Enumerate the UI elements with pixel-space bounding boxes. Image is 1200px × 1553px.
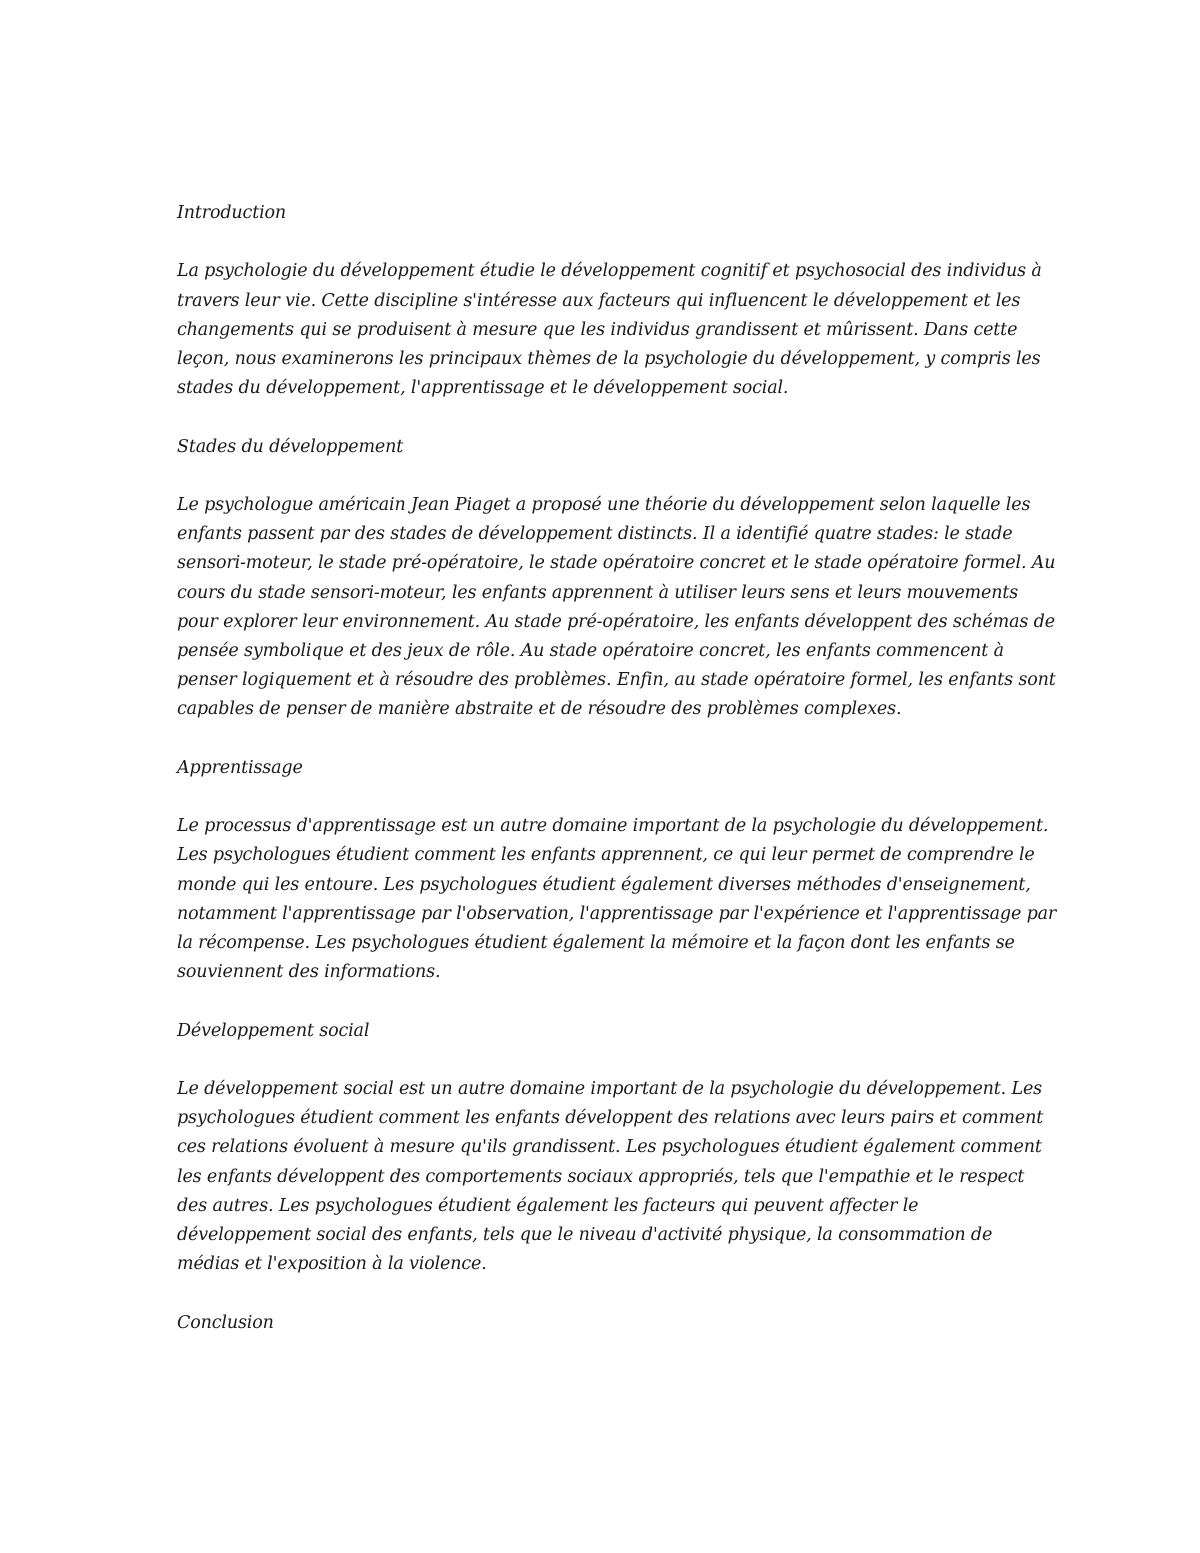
section-heading-stades: Stades du développement [177,436,404,457]
section-heading-apprentissage: Apprentissage [177,757,303,778]
document-body [177,199,1057,1367]
section-paragraph-apprentissage: Le processus d'apprentissage est un autre domaine important de la psychologie du développement. Les psychologues étudient comment les enfants apprennent, ce qui leur permet de comprendre le monde qui les entoure. Les psychologues étudient également diverses méthodes d'enseignement, notamment l'apprentissage par l'observation, l'apprentissage par l'expérience et l'apprentissage par la récompense. Les psychologues étudient également la mémoire et la façon dont les enfants se souviennent des informations. [177,816,1057,983]
section-heading-introduction: Introduction [177,203,287,223]
section-paragraph-developpement-social: Le développement social est un autre domaine important de la psychologie du développement. Les psychologues étudient comment les enfants développent des relations avec leurs pairs et comment ces relations évoluent à mesure qu'ils grandissent. Les psychologues étudient également comment les enfants développent des comportements sociaux appropriés, tels que l'empathie et le respect des autres. Les psychologues étudient également les facteurs qui peuvent affecter le développement social des enfants, tels que le niveau d'activité physique, la consommation de médias et l'exposition à la violence. [177,1078,1044,1275]
section-heading-developpement-social: Développement social [177,1020,370,1041]
section-heading-conclusion: Conclusion [177,1312,274,1333]
section-paragraph-stades: Le psychologue américain Jean Piaget a proposé une théorie du développement selon laquelle les enfants passent par des stades de développement distincts. Il a identifié quatre stades: le stade sensori-moteur, le stade pré-opératoire, le stade opératoire concret et le stade opératoire formel. Au cours du stade sensori-moteur, les enfants apprennent à utiliser leurs sens et leurs mouvements pour explorer leur environnement. Au stade pré-opératoire, les enfants développent des schémas de pensée symbolique et des jeux de rôle. Au stade opératoire concret, les enfants commencent à penser logiquement et à résoudre des problèmes. Enfin, au stade opératoire formel, les enfants sont capables de penser de manière abstraite et de résoudre des problèmes complexes. [177,494,1056,720]
section-paragraph-introduction: La psychologie du développement étudie le développement cognitif et psychosocial des individus à travers leur vie. Cette discipline s'intéresse aux facteurs qui influencent le développement et les changements qui se produisent à mesure que les individus grandissent et mûrissent. Dans cette leçon, nous examinerons les principaux thèmes de la psychologie du développement, y compris les stades du développement, l'apprentissage et le développement social. [177,261,1042,399]
